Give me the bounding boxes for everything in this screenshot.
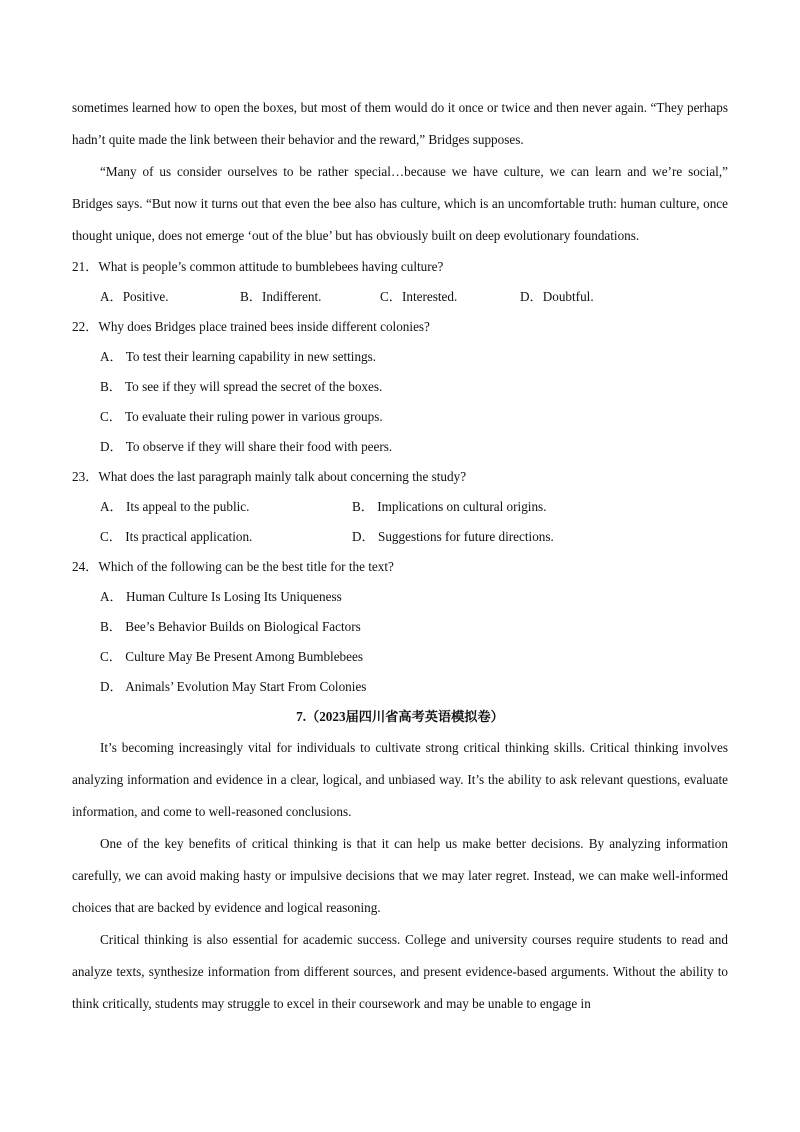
option-a[interactable]: A． Its appeal to the public. bbox=[100, 499, 250, 514]
option-d[interactable]: D．Doubtful. bbox=[520, 289, 594, 304]
options-row bbox=[72, 522, 728, 552]
option-d[interactable]: D． To observe if they will share their food with peers. bbox=[100, 439, 393, 454]
option-a[interactable]: A． Human Culture Is Losing Its Uniqueness bbox=[100, 589, 342, 604]
question-23 bbox=[72, 462, 728, 552]
question-24 bbox=[72, 552, 728, 702]
option-a[interactable]: A．Positive. bbox=[100, 289, 169, 304]
option-b[interactable]: B．Indifferent. bbox=[240, 289, 322, 304]
paragraph-academic: Critical thinking is also essential for academic success. College and university courses require students to read and analyze texts, synthesize information from different sources, and present evidence-based arguments. Without the ability to think critically, students may struggle to excel in their coursework and may be unable to engage in bbox=[72, 932, 728, 1011]
option-d[interactable]: D． Suggestions for future directions. bbox=[352, 529, 554, 544]
paragraph-continuation: sometimes learned how to open the boxes, but most of them would do it once or twice and then never again. “They perhaps hadn’t quite made the link between their behavior and the reward,” Bridges supposes. bbox=[72, 100, 728, 147]
question-stem: 22．Why does Bridges place trained bees inside different colonies? bbox=[72, 319, 430, 334]
paragraph-benefits: One of the key benefits of critical thinking is that it can help us make better decisions. By analyzing information carefully, we can avoid making hasty or impulsive decisions that we may later regret. Instead, we can make well-informed choices that are backed by evidence and logical reasoning. bbox=[72, 836, 728, 915]
option-d[interactable]: D． Animals’ Evolution May Start From Colonies bbox=[100, 679, 367, 694]
option-c[interactable]: C． Culture May Be Present Among Bumblebees bbox=[100, 649, 363, 664]
option-b[interactable]: B． To see if they will spread the secret of the boxes. bbox=[100, 379, 383, 394]
option-b[interactable]: B． Implications on cultural origins. bbox=[352, 499, 547, 514]
option-a[interactable]: A． To test their learning capability in new settings. bbox=[100, 349, 377, 364]
option-b[interactable]: B． Bee’s Behavior Builds on Biological Factors bbox=[100, 619, 361, 634]
section-heading: 7.（2023届四川省高考英语模拟卷） bbox=[296, 709, 504, 724]
option-c[interactable]: C． Its practical application. bbox=[100, 529, 253, 544]
question-stem: 21．What is people’s common attitude to bumblebees having culture? bbox=[72, 259, 444, 274]
question-stem: 23．What does the last paragraph mainly talk about concerning the study? bbox=[72, 469, 467, 484]
question-21 bbox=[72, 252, 728, 312]
options-row bbox=[72, 492, 728, 522]
option-c[interactable]: C． To evaluate their ruling power in various groups. bbox=[100, 409, 383, 424]
question-stem: 24．Which of the following can be the best title for the text? bbox=[72, 559, 394, 574]
paragraph-bridges-quote: “Many of us consider ourselves to be rather special…because we have culture, we can learn and we’re social,” Bridges says. “But now it turns out that even the bee also has culture, which is an uncomfortable truth: human culture, once thought unique, does not emerge ‘out of the blue’ but has obviously built on deep evolutionary foundations. bbox=[72, 164, 728, 243]
document-content bbox=[72, 92, 728, 1020]
option-c[interactable]: C．Interested. bbox=[380, 289, 458, 304]
paragraph-intro: It’s becoming increasingly vital for individuals to cultivate strong critical thinking skills. Critical thinking involves analyzing information and evidence in a clear, logical, and unbiased way. It’s the ability to ask relevant questions, evaluate information, and come to well-reasoned conclusions. bbox=[72, 740, 728, 819]
question-22 bbox=[72, 312, 728, 462]
options-row bbox=[72, 282, 728, 312]
